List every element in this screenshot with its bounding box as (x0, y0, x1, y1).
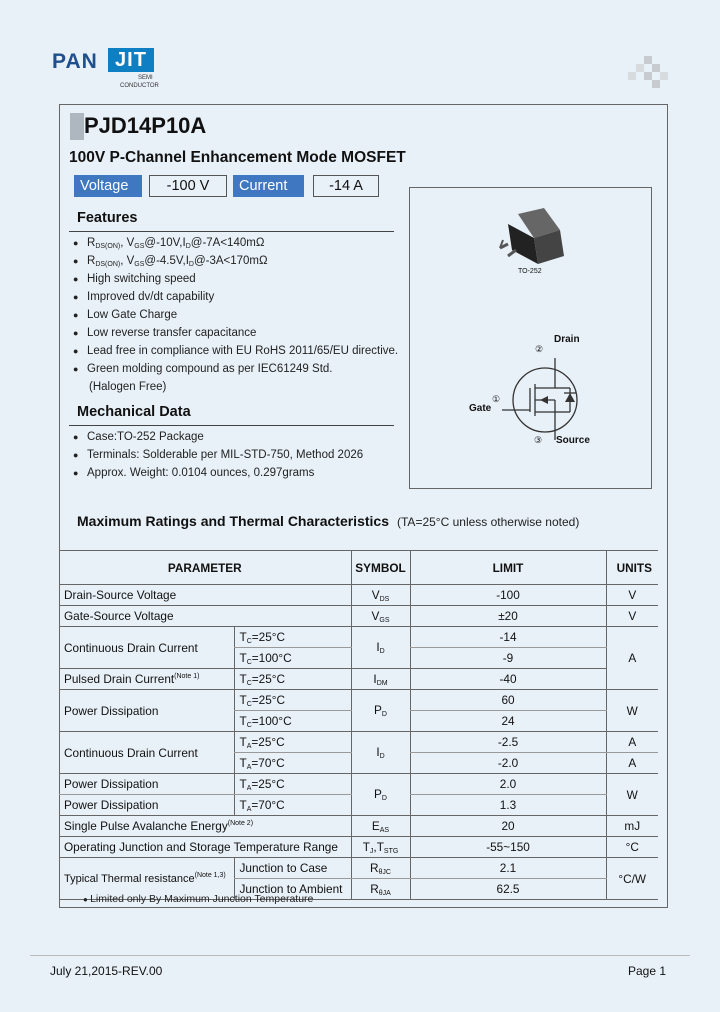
table-row (59, 732, 658, 753)
table-row (59, 585, 658, 606)
feature-item: ● High switching speed (73, 273, 196, 285)
table-header-row (59, 551, 658, 585)
to252-package-icon (410, 188, 651, 488)
package-diagram-box (409, 187, 652, 489)
header-symbol: SYMBOL (351, 551, 410, 585)
condition-cell: Junction to Case (234, 858, 351, 879)
limit-cell: 60 (410, 690, 606, 711)
unit-cell: °C (606, 837, 658, 858)
title-accent-bar (70, 113, 84, 140)
table-row (59, 774, 658, 795)
symbol-cell: $T_J,T_{STG}$ (351, 837, 410, 858)
condition-cell: $T_A=25^\circ C$ (234, 774, 351, 795)
pin1-label: ① (492, 394, 501, 404)
param-cell: Operating Junction and Storage Temperature Range (64, 840, 338, 854)
mechanical-item: ● Approx. Weight: 0.0104 ounces, 0.297grams (73, 467, 315, 479)
limit-cell: 2.1 (410, 858, 606, 879)
feature-item-rds1: ● $R_{DS(ON)}$, $V_{GS}@-10V,I_D@-7A<140m\Omega$ (73, 237, 265, 250)
condition-cell: $T_C=100^\circ C$ (234, 648, 351, 669)
footer-date: July 21,2015-REV.00 (50, 964, 163, 978)
condition-cell: $T_C=100^\circ C$ (234, 711, 351, 732)
ratings-note: (TA=25°C unless otherwise noted) (397, 515, 580, 529)
current-label-badge: Current (233, 175, 304, 197)
page-title: PJD14P10A (84, 113, 207, 138)
symbol-cell: $P_D$ (351, 690, 410, 732)
param-cell: Pulsed Drain Current$^{(Note 1)}$ (64, 672, 200, 686)
table-row (59, 606, 658, 627)
gate-label: Gate (469, 403, 492, 414)
param-cell: Power Dissipation (59, 774, 234, 795)
ratings-heading: Maximum Ratings and Thermal Characteristics (77, 513, 389, 529)
feature-item: ● Green molding compound as per IEC61249 Std. (73, 363, 333, 375)
unit-cell: V (606, 606, 658, 627)
table-row (59, 858, 658, 879)
symbol-cell: $I_{DM}$ (351, 669, 410, 690)
ratings-table (59, 550, 658, 900)
limit-cell: -55~150 (410, 837, 606, 858)
pin2-label: ② (535, 344, 544, 354)
header-parameter: PARAMETER (59, 551, 351, 585)
mechanical-item: ● Terminals: Solderable per MIL-STD-750, Method 2026 (73, 449, 364, 461)
logo-conductor-text: CONDUCTOR (120, 83, 159, 89)
symbol-cell: $R_{\theta JA}$ (351, 879, 410, 900)
table-row (59, 690, 658, 711)
unit-cell: °C/W (606, 858, 658, 900)
features-heading: Features (77, 210, 138, 226)
param-cell: Drain-Source Voltage (64, 588, 177, 602)
table-row (59, 837, 658, 858)
current-value-box: -14 A (313, 175, 379, 197)
limit-cell: 24 (410, 711, 606, 732)
features-divider (69, 231, 394, 232)
param-cell: Continuous Drain Current (59, 732, 234, 774)
mechanical-divider (69, 425, 394, 426)
symbol-cell: $V_{DS}$ (351, 585, 410, 606)
param-cell: Single Pulse Avalanche Energy$^{(Note 2)}$ (64, 819, 254, 833)
limit-cell: -2.5 (410, 732, 606, 753)
mechanical-item: ● Case:TO-252 Package (73, 431, 204, 443)
logo-semi-text: SEMI (138, 75, 153, 81)
unit-cell: A (606, 732, 658, 753)
unit-cell: W (606, 690, 658, 732)
limit-cell: -100 (410, 585, 606, 606)
checker-pattern-icon (628, 56, 668, 92)
table-row (59, 627, 658, 648)
limit-cell: -9 (410, 648, 606, 669)
table-row (59, 816, 658, 837)
condition-cell: $T_C=25^\circ C$ (234, 690, 351, 711)
limit-cell: ±20 (410, 606, 606, 627)
feature-item-continuation: (Halogen Free) (89, 381, 167, 393)
package-label: TO-252 (518, 268, 542, 275)
unit-cell: A (606, 627, 658, 690)
drain-label: Drain (554, 334, 580, 345)
limit-cell: -2.0 (410, 753, 606, 774)
logo-pan-text: PAN (52, 50, 98, 73)
unit-cell: V (606, 585, 658, 606)
feature-item: ● Lead free in compliance with EU RoHS 2011/65/EU directive. (73, 345, 399, 357)
limit-cell: 20 (410, 816, 606, 837)
condition-cell: $T_C=25^\circ C$ (234, 669, 351, 690)
condition-cell: Junction to Ambient (234, 879, 351, 900)
feature-item-rds2: ● $R_{DS(ON)}$, $V_{GS}@-4.5V,I_D@-3A<170m\Omega$ (73, 255, 268, 268)
source-label: Source (556, 435, 590, 446)
page-subtitle: 100V P-Channel Enhancement Mode MOSFET (69, 149, 406, 166)
limit-cell: 62.5 (410, 879, 606, 900)
header-limit: LIMIT (410, 551, 606, 585)
param-cell: Gate-Source Voltage (64, 609, 174, 623)
condition-cell: $T_A=25^\circ C$ (234, 732, 351, 753)
symbol-cell: $R_{\theta JC}$ (351, 858, 410, 879)
condition-cell: $T_A=70^\circ C$ (234, 753, 351, 774)
header-units: UNITS (606, 551, 658, 585)
table-row (59, 669, 658, 690)
limit-cell: 2.0 (410, 774, 606, 795)
feature-item: ● Improved dv/dt capability (73, 291, 215, 303)
symbol-cell: $I_D$ (351, 627, 410, 669)
limit-cell: -14 (410, 627, 606, 648)
feature-item: ● Low Gate Charge (73, 309, 178, 321)
footer-page: Page 1 (628, 964, 667, 978)
voltage-label-badge: Voltage (74, 175, 142, 197)
param-cell: Power Dissipation (64, 798, 159, 812)
symbol-cell: $V_{GS}$ (351, 606, 410, 627)
feature-item: ● Low reverse transfer capacitance (73, 327, 257, 339)
unit-cell: mJ (606, 816, 658, 837)
table-footnote: ● Limited only By Maximum Junction Temperature (83, 893, 314, 905)
symbol-cell: $E_{AS}$ (351, 816, 410, 837)
footer-divider (30, 955, 690, 956)
condition-cell: $T_A=70^\circ C$ (234, 795, 351, 816)
pin3-label: ③ (534, 435, 543, 445)
symbol-cell: $I_D$ (351, 732, 410, 774)
param-cell: Continuous Drain Current (59, 627, 234, 669)
logo-jit-text: JIT (108, 48, 154, 72)
unit-cell: W (606, 774, 658, 816)
condition-cell: $T_C=25^\circ C$ (234, 627, 351, 648)
limit-cell: 1.3 (410, 795, 606, 816)
param-cell: Typical Thermal resistance$^{(Note 1,3)}$ (59, 858, 234, 900)
symbol-cell: $P_D$ (351, 774, 410, 816)
param-cell: Power Dissipation (59, 690, 234, 732)
mechanical-heading: Mechanical Data (77, 404, 191, 420)
voltage-value-box: -100 V (149, 175, 227, 197)
limit-cell: -40 (410, 669, 606, 690)
unit-cell: A (606, 753, 658, 774)
